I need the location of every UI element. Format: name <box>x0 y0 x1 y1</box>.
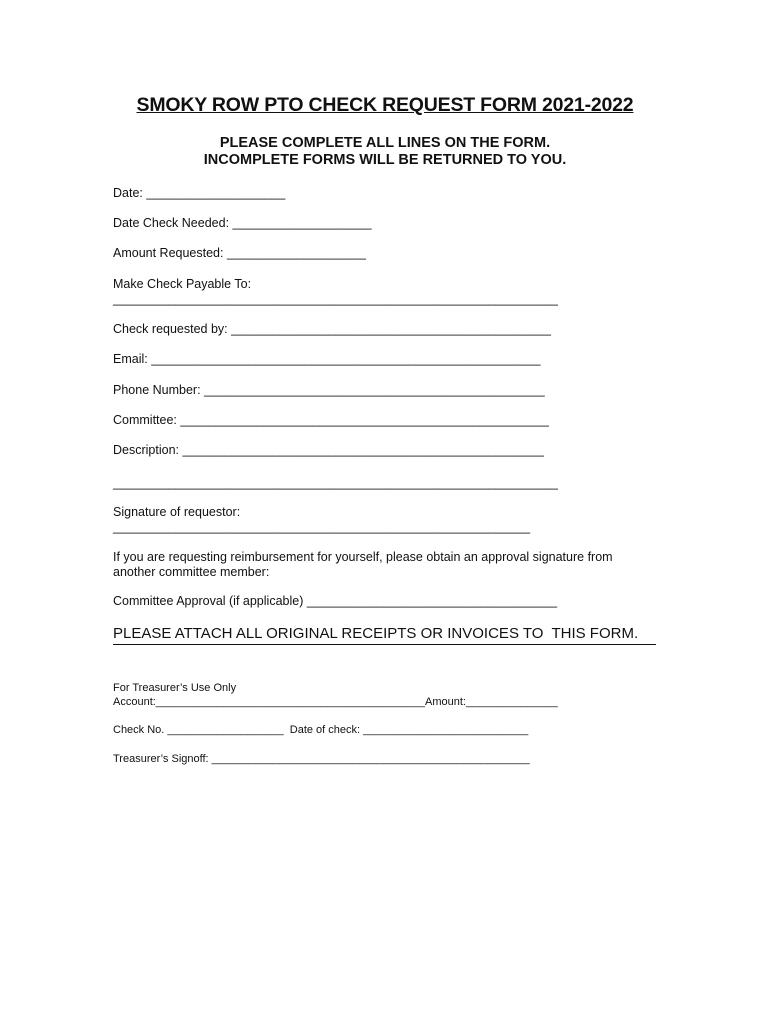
description-field-line-2[interactable]: ________________________________________________________________ <box>113 476 558 490</box>
payable-to-label: Make Check Payable To: <box>113 277 252 291</box>
committee-field[interactable]: Committee: _____________________________________________________ <box>113 413 549 427</box>
treasurer-heading: For Treasurer’s Use Only <box>113 682 237 694</box>
check-number-date-field[interactable]: Check No. ___________________ Date of check: ___________________________ <box>113 724 529 736</box>
committee-approval-field[interactable]: Committee Approval (if applicable) ____________________________________ <box>113 594 558 608</box>
date-check-needed-field[interactable]: Date Check Needed: ____________________ <box>113 216 372 230</box>
description-field[interactable]: Description: ____________________________________________________ <box>113 443 544 457</box>
requested-by-field[interactable]: Check requested by: ______________________________________________ <box>113 322 551 336</box>
form-title: SMOKY ROW PTO CHECK REQUEST FORM 2021-2022 <box>136 94 634 116</box>
amount-requested-field[interactable]: Amount Requested: ____________________ <box>113 246 366 260</box>
phone-field[interactable]: Phone Number: _________________________________________________ <box>113 383 545 397</box>
instruction-line-2: INCOMPLETE FORMS WILL BE RETURNED TO YOU. <box>203 152 567 168</box>
account-amount-field[interactable]: Account:____________________________________________Amount:_______________ <box>113 696 558 708</box>
attach-receipts-notice: PLEASE ATTACH ALL ORIGINAL RECEIPTS OR INVOICES TO THIS FORM. <box>113 625 656 645</box>
signature-field[interactable]: ____________________________________________________________ <box>113 520 531 534</box>
instruction-line-1: PLEASE COMPLETE ALL LINES ON THE FORM. <box>219 135 551 151</box>
email-field[interactable]: Email: ________________________________________________________ <box>113 352 541 366</box>
reimbursement-note-line-2: another committee member: <box>113 565 270 579</box>
date-field[interactable]: Date: ____________________ <box>113 186 286 200</box>
reimbursement-note-line-1: If you are requesting reimbursement for yourself, please obtain an approval signature from <box>113 550 613 564</box>
treasurer-signoff-field[interactable]: Treasurer’s Signoff: ____________________________________________________ <box>113 753 530 765</box>
payable-to-field[interactable]: ________________________________________________________________ <box>113 292 558 306</box>
signature-label: Signature of requestor: <box>113 505 241 519</box>
